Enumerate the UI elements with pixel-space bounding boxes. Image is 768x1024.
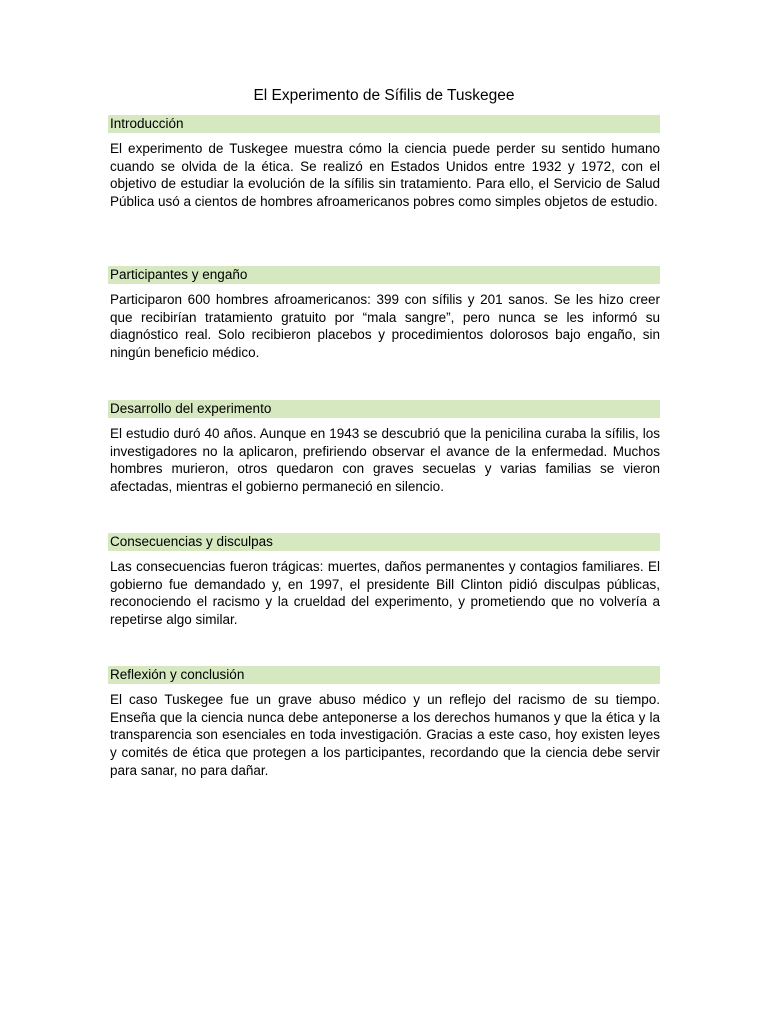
section-heading: Desarrollo del experimento [108,400,660,418]
section-introduccion [108,115,660,211]
document-page [108,86,660,778]
section-consecuencias [108,533,660,629]
section-reflexion [108,666,660,780]
section-heading: Reflexión y conclusión [108,666,660,684]
section-paragraph: El estudio duró 40 años. Aunque en 1943 se descubrió que la penicilina curaba la sífilis, los investigadores no la aplicaron, prefiriendo observar el avance de la enfermedad. Muchos hombres murieron, otros quedaron con graves secuelas y varias familias se vieron afectadas, mientras el gobierno permaneció en silencio. [110,426,660,495]
section-paragraph: El experimento de Tuskegee muestra cómo la ciencia puede perder su sentido humano cuando se olvida de la ética. Se realizó en Estados Unidos entre 1932 y 1972, con el objetivo de estudiar la evolución de la sífilis sin tratamiento. Para ello, el Servicio de Salud Pública usó a cientos de hombres afroamericanos pobres como simples objetos de estudio. [110,141,660,210]
section-desarrollo [108,400,660,496]
section-participantes [108,266,660,362]
section-heading: Consecuencias y disculpas [108,533,660,551]
section-paragraph: Participaron 600 hombres afroamericanos: 399 con sífilis y 201 sanos. Se les hizo creer que recibirían tratamiento gratuito por “mala sangre”, pero nunca se les informó su diagnóstico real. Solo recibieron placebos y procedimientos dolorosos bajo engaño, sin ningún beneficio médico. [110,292,660,361]
document-title: El Experimento de Sífilis de Tuskegee [253,87,515,104]
section-heading: Introducción [108,115,660,133]
section-paragraph: El caso Tuskegee fue un grave abuso médico y un reflejo del racismo de su tiempo. Enseña que la ciencia nunca debe anteponerse a los derechos humanos y que la ética y la transparencia son esenciales en toda investigación. Gracias a este caso, hoy existen leyes y comités de ética que protegen a los participantes, recordando que la ciencia debe servir para sanar, no para dañar. [110,692,660,778]
section-paragraph: Las consecuencias fueron trágicas: muertes, daños permanentes y contagios familiares. El gobierno fue demandado y, en 1997, el presidente Bill Clinton pidió disculpas públicas, reconociendo el racismo y la crueldad del experimento, y prometiendo que no volvería a repetirse algo similar. [110,559,660,628]
section-heading: Participantes y engaño [108,266,660,284]
